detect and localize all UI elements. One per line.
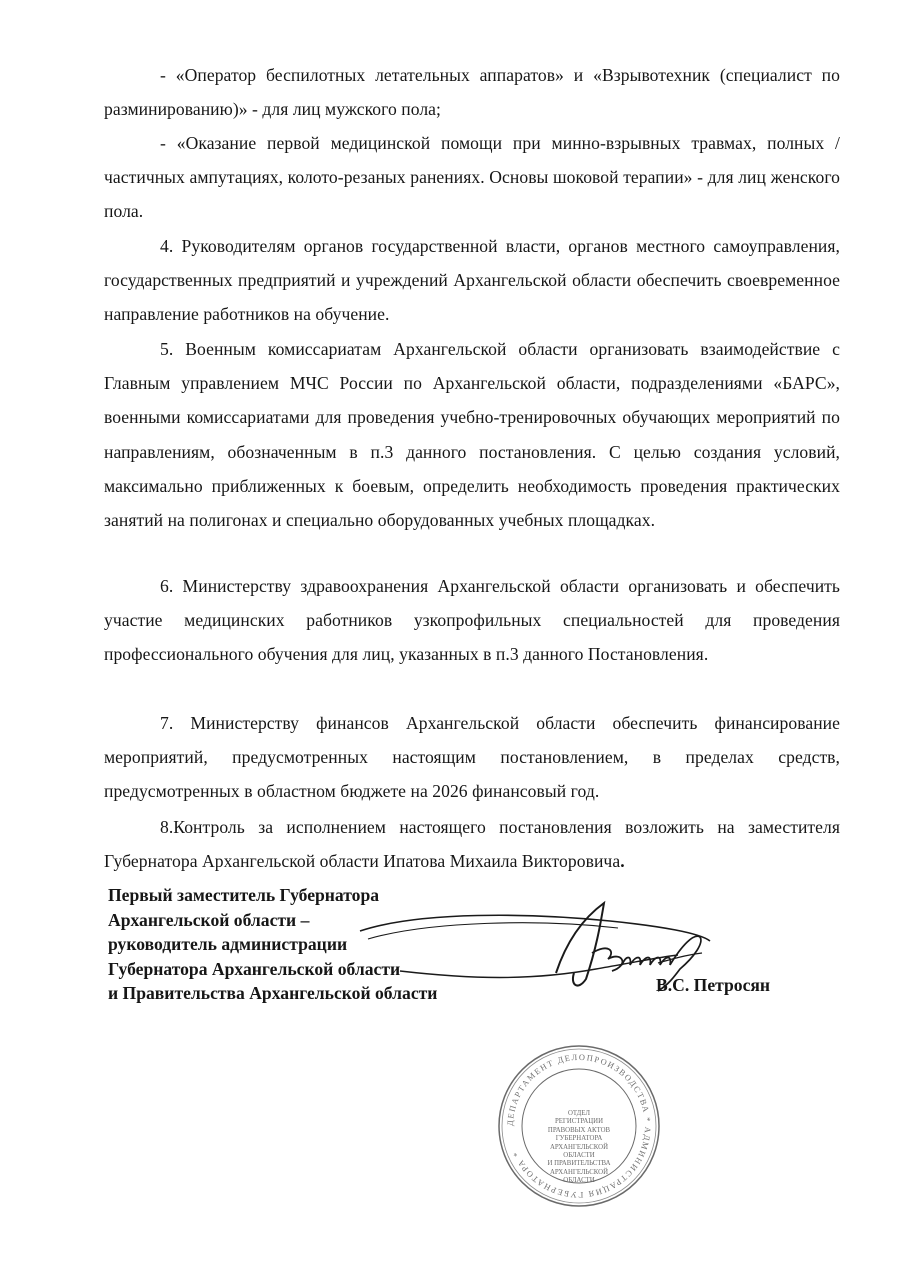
paragraph-8	[104, 810, 840, 878]
seal-line: АРХАНГЕЛЬСКОЙ	[550, 1143, 608, 1151]
seal-line: ОБЛАСТИ	[563, 1152, 595, 1160]
seal-line: ОБЛАСТИ	[563, 1177, 595, 1185]
signer-position-line: Первый заместитель Губернатора	[108, 885, 380, 905]
seal-center-text	[507, 1110, 651, 1186]
signer-position-line: Архангельской области –	[108, 909, 310, 930]
signer-position-line: и Правительства Архангельской области	[108, 983, 438, 1003]
paragraph-7: 7. Министерству финансов Архангельской области обеспечить финансирование мероприятий, предусмотренных настоящим постановлением, в пределах средств, предусмотренных в областном бюджете на 2026 финансовый год.	[104, 713, 840, 802]
paragraph-5: 5. Военным комиссариатам Архангельской области организовать взаимодействие с Главным управлением МЧС России по Архангельской области, подразделениями «БАРС», военными комиссариатами для проведения учебно-тренировочных обучающих мероприятий по направлениям, обозначенным в п.3 данного постановления. С целью создания условий, максимально приближенных к боевым, определить необходимость проведения практических занятий на полигонах и специально оборудованных учебных площадках.	[104, 339, 840, 531]
paragraph-6: 6. Министерству здравоохранения Архангельской области организовать и обеспечить участие медицинских работников узкопрофильных специальностей для проведения профессионального обучения для лиц, указанных в п.3 данного Постановления.	[104, 576, 840, 665]
signer-position-line: Губернатора Архангельской области	[108, 958, 401, 979]
seal-line: РЕГИСТРАЦИИ	[555, 1118, 603, 1126]
list-item-male-training: - «Оператор беспилотных летательных аппаратов» и «Взрывотехник (специалист по разминированию)» - для лиц мужского пола;	[104, 65, 840, 120]
list-item-female-training: - «Оказание первой медицинской помощи при минно-взрывных травмах, полных / частичных ампутациях, колото-резаных ранениях. Основы шоковой терапии» - для лиц женского пола.	[104, 133, 840, 222]
seal-line: АРХАНГЕЛЬСКОЙ	[550, 1168, 608, 1176]
seal-ring-text: ДЕПАРТАМЕНТ ДЕЛОПРОИЗВОДСТВА * АДМИНИСТРАЦИЯ ГУБЕРНАТОРА *	[505, 1052, 653, 1200]
seal-line: И ПРАВИТЕЛЬСТВА	[547, 1160, 611, 1168]
paragraph-4: 4. Руководителям органов государственной власти, органов местного самоуправления, государственных предприятий и учреждений Архангельской области обеспечить своевременное направление работников на обучение.	[104, 236, 840, 325]
paragraph-8-end: .	[620, 851, 625, 872]
seal-line: ОТДЕЛ	[568, 1110, 590, 1117]
signer-name: В.С. Петросян	[656, 975, 771, 995]
seal-line: ГУБЕРНАТОРА	[555, 1135, 603, 1143]
signer-position-line: руководитель администрации	[108, 934, 348, 954]
seal-line: ПРАВОВЫХ АКТОВ	[547, 1126, 611, 1134]
paragraph-8-text: 8.Контроль за исполнением настоящего постановления возложить на заместителя Губернатора Архангельской области Ипатова Михаила Викторовича	[104, 817, 840, 872]
